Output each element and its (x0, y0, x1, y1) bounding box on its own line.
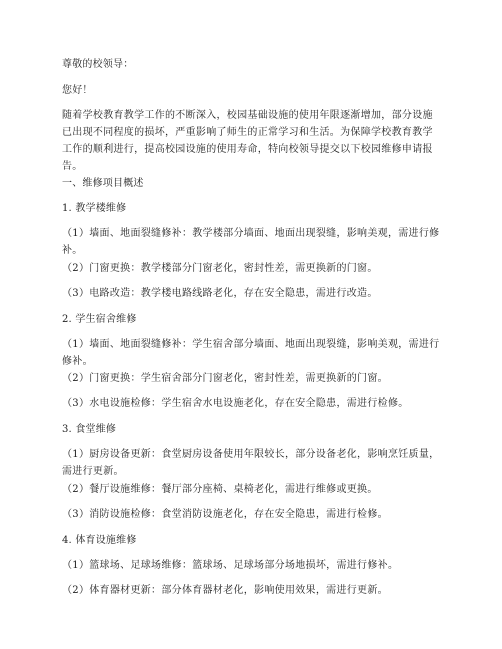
item-1-title: 1. 教学楼维修 (62, 203, 127, 214)
item-2-entry-1: （1）墙面、地面裂缝修补：学生宿舍部分墙面、地面出现裂缝，影响美观，需进行修补。 (62, 339, 440, 367)
section-1-title: 一、维修项目概述 (62, 178, 144, 189)
item-1-entry-1: （1）墙面、地面裂缝修补：教学楼部分墙面、地面出现裂缝，影响美观，需进行修补。 (62, 228, 440, 256)
item-2-entry-3: （3）水电设施检修：学生宿舍水电设施老化，存在安全隐患，需进行检修。 (62, 398, 409, 409)
item-3-entry-1: （1）厨房设备更新：食堂厨房设备使用年限较长，部分设备老化，影响烹饪质量，需进行更新。 (62, 449, 440, 477)
item-3-title: 3. 食堂维修 (62, 424, 117, 435)
intro-paragraph: 随着学校教育教学工作的不断深入，校园基础设施的使用年限逐渐增加，部分设施已出现不同程度的损坏，严重影响了师生的正常学习和生活。为保障学校教育教学工作的顺利进行，提高校园设施的使用寿命，特向校领导提交以下校园维修申请报告。 (62, 110, 433, 172)
item-1-entry-2: （2）门窗更换：教学楼部分门窗老化，密封性差，需更换新的门窗。 (62, 263, 378, 274)
item-1-entry-3: （3）电路改造：教学楼电路线路老化，存在安全隐患，需进行改造。 (62, 288, 378, 299)
item-2-title: 2. 学生宿舍维修 (62, 314, 137, 325)
item-2-entry-2: （2）门窗更换：学生宿舍部分门窗老化，密封性差，需更换新的门窗。 (62, 373, 388, 384)
item-4-title: 4. 体育设施维修 (62, 535, 137, 546)
greeting: 您好！ (62, 85, 93, 96)
item-4-entry-1: （1）篮球场、足球场维修：篮球场、足球场部分场地损坏，需进行修补。 (62, 560, 399, 571)
salutation: 尊敬的校领导： (62, 59, 134, 70)
item-3-entry-3: （3）消防设施检修：食堂消防设施老化，存在安全隐患，需进行检修。 (62, 509, 388, 520)
item-4-entry-2: （2）体育器材更新：部分体育器材老化，影响使用效果，需进行更新。 (62, 585, 388, 596)
item-3-entry-2: （2）餐厅设施维修：餐厅部分座椅、桌椅老化，需进行维修或更换。 (62, 484, 378, 495)
